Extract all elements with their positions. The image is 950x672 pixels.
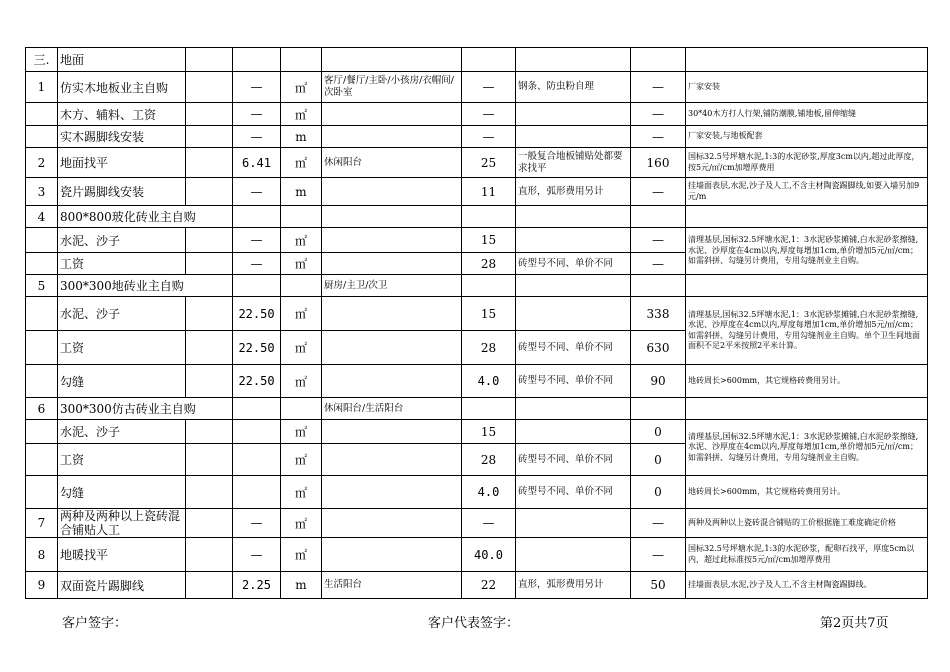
item-amount: 0 xyxy=(631,420,686,444)
item-qty: 2.25 xyxy=(233,572,281,599)
item-unit: ㎡ xyxy=(281,148,322,178)
table-row xyxy=(26,148,928,178)
item-amount: — xyxy=(631,72,686,103)
item-amount: 630 xyxy=(631,331,686,365)
item-unit: m xyxy=(281,126,322,148)
table-row xyxy=(26,103,928,126)
row-no: 5 xyxy=(26,275,58,297)
item-unit: ㎡ xyxy=(281,103,322,126)
item-area: 生活阳台 xyxy=(322,572,462,599)
item-qty: 22.50 xyxy=(233,331,281,365)
section-title: 地面 xyxy=(58,48,186,72)
item-name: 800*800玻化砖业主自购 xyxy=(58,206,233,228)
item-unit: m xyxy=(281,178,322,206)
item-note: 一般复合地板铺贴处都要求找平 xyxy=(516,148,631,178)
row-no: 6 xyxy=(26,398,58,420)
item-price: 15 xyxy=(462,297,516,331)
item-desc: 厂家安装,与地板配套 xyxy=(686,126,928,148)
item-area: 休闲阳台/生活阳台 xyxy=(322,398,462,420)
item-desc: 清理基层,国标32.5坪塘水泥,1：3水泥砂浆摊铺,白水泥砂浆擦缝,水泥、沙厚度在4cm以内,厚度每增加1cm,单价增加5元/㎡/cm；如需斜拼、勾缝另计费用，专用勾缝剂业主自购。单个卫生间地面面积不足2平米按照2平米计算。 xyxy=(686,297,928,365)
table-row xyxy=(26,72,928,103)
item-note: 砖型号不同、单价不同 xyxy=(516,253,631,275)
item-note: 钢条、防虫粉自理 xyxy=(516,72,631,103)
item-amount: 0 xyxy=(631,476,686,509)
item-price: 40.0 xyxy=(462,538,516,572)
item-qty: 22.50 xyxy=(233,297,281,331)
table-row xyxy=(26,178,928,206)
table-row xyxy=(26,476,928,509)
item-name: 水泥、沙子 xyxy=(58,420,186,444)
item-name: 勾缝 xyxy=(58,476,186,509)
quote-table xyxy=(25,47,928,599)
item-name: 实木踢脚线安装 xyxy=(58,126,186,148)
item-amount: — xyxy=(631,228,686,253)
item-price: — xyxy=(462,126,516,148)
item-price: 11 xyxy=(462,178,516,206)
section-header-row xyxy=(26,48,928,72)
item-desc: 国标32.5号坪塘水泥,1:3的水泥砂浆,厚度3cm以内,超过此厚度，按5元/㎡/cm加增厚费用 xyxy=(686,148,928,178)
table-row xyxy=(26,275,928,297)
section-num: 三. xyxy=(26,48,58,72)
item-note: 砖型号不同、单价不同 xyxy=(516,331,631,365)
item-price: 25 xyxy=(462,148,516,178)
item-name: 勾缝 xyxy=(58,365,186,398)
item-price: 22 xyxy=(462,572,516,599)
table-row xyxy=(26,228,928,253)
item-area: 休闲阳台 xyxy=(322,148,462,178)
table-row xyxy=(26,509,928,538)
item-desc: 两种及两种以上瓷砖混合铺贴的工价根据施工难度确定价格 xyxy=(686,509,928,538)
table-row xyxy=(26,365,928,398)
item-desc: 清理基层,国标32.5坪塘水泥,1：3水泥砂浆摊铺,白水泥砂浆擦缝,水泥、沙厚度在4cm以内,厚度每增加1cm,单价增加5元/㎡/cm；如需斜拼、勾缝另计费用，专用勾缝剂业主自购。 xyxy=(686,228,928,275)
item-price: 28 xyxy=(462,253,516,275)
item-price: 15 xyxy=(462,228,516,253)
item-desc: 挂墙面表层,水泥,沙子及人工,不含主材陶瓷踢脚线,如要入墙另加9元/m xyxy=(686,178,928,206)
item-unit: ㎡ xyxy=(281,365,322,398)
item-name: 工资 xyxy=(58,253,186,275)
item-price: 28 xyxy=(462,331,516,365)
item-amount: — xyxy=(631,103,686,126)
table-row xyxy=(26,398,928,420)
item-name: 300*300地砖业主自购 xyxy=(58,275,233,297)
item-name: 双面瓷片踢脚线 xyxy=(58,572,186,599)
item-name: 工资 xyxy=(58,444,186,476)
item-name: 工资 xyxy=(58,331,186,365)
item-qty: 22.50 xyxy=(233,365,281,398)
item-note: 砖型号不同、单价不同 xyxy=(516,444,631,476)
row-no: 3 xyxy=(26,178,58,206)
item-qty: — xyxy=(233,228,281,253)
item-price: — xyxy=(462,509,516,538)
table-row xyxy=(26,420,928,444)
item-price: — xyxy=(462,72,516,103)
table-row xyxy=(26,538,928,572)
item-note: 直形，弧形费用另计 xyxy=(516,178,631,206)
item-qty: — xyxy=(233,509,281,538)
item-desc: 国标32.5号坪塘水泥,1:3的水泥砂浆，配卵石找平，厚度5cm以内，超过此标准按5元/㎡/cm加增厚费用 xyxy=(686,538,928,572)
row-no: 9 xyxy=(26,572,58,599)
table-row xyxy=(26,206,928,228)
table-row xyxy=(26,126,928,148)
item-unit: ㎡ xyxy=(281,420,322,444)
item-amount: — xyxy=(631,178,686,206)
row-no: 4 xyxy=(26,206,58,228)
item-unit: ㎡ xyxy=(281,444,322,476)
item-price: 4.0 xyxy=(462,365,516,398)
item-name: 地面找平 xyxy=(58,148,186,178)
item-unit: ㎡ xyxy=(281,297,322,331)
item-desc: 地砖周长>600mm，其它规格砖费用另计。 xyxy=(686,365,928,398)
item-name: 两种及两种以上瓷砖混合铺贴人工 xyxy=(58,509,186,538)
item-name: 木方、辅料、工资 xyxy=(58,103,186,126)
item-desc: 30*40木方打人行架,铺防潮膜,铺地板,留伸缩缝 xyxy=(686,103,928,126)
item-note: 直形，弧形费用另计 xyxy=(516,572,631,599)
item-unit: ㎡ xyxy=(281,538,322,572)
item-amount: — xyxy=(631,126,686,148)
item-price: — xyxy=(462,103,516,126)
item-price: 28 xyxy=(462,444,516,476)
item-amount: 338 xyxy=(631,297,686,331)
item-qty: — xyxy=(233,538,281,572)
item-unit: m xyxy=(281,572,322,599)
table-row xyxy=(26,572,928,599)
item-qty: — xyxy=(233,126,281,148)
item-note: 砖型号不同、单价不同 xyxy=(516,476,631,509)
item-desc: 挂墙面表层,水泥,沙子及人工,不含主材陶瓷踢脚线。 xyxy=(686,572,928,599)
item-name: 地暖找平 xyxy=(58,538,186,572)
representative-signature-label: 客户代表签字： xyxy=(428,616,520,631)
item-unit: ㎡ xyxy=(281,476,322,509)
item-amount: 160 xyxy=(631,148,686,178)
item-note: 砖型号不同、单价不同 xyxy=(516,365,631,398)
item-unit: ㎡ xyxy=(281,72,322,103)
item-qty: — xyxy=(233,253,281,275)
item-name: 300*300仿古砖业主自购 xyxy=(58,398,233,420)
item-amount: — xyxy=(631,253,686,275)
item-qty: — xyxy=(233,103,281,126)
row-no: 8 xyxy=(26,538,58,572)
item-qty: — xyxy=(233,72,281,103)
item-name: 水泥、沙子 xyxy=(58,228,186,253)
item-price: 4.0 xyxy=(462,476,516,509)
row-no: 1 xyxy=(26,72,58,103)
item-desc: 厂家安装 xyxy=(686,72,928,103)
item-price: 15 xyxy=(462,420,516,444)
item-unit: ㎡ xyxy=(281,228,322,253)
item-desc: 清理基层,国标32.5坪塘水泥,1：3水泥砂浆摊铺,白水泥砂浆擦缝,水泥、沙厚度在4cm以内,厚度每增加1cm,单价增加5元/㎡/cm；如需斜拼、勾缝另计费用，专用勾缝剂业主自购。 xyxy=(686,420,928,476)
item-amount: 0 xyxy=(631,444,686,476)
item-name: 瓷片踢脚线安装 xyxy=(58,178,186,206)
item-qty: 6.41 xyxy=(233,148,281,178)
item-unit: ㎡ xyxy=(281,331,322,365)
item-area: 客厅/餐厅/主卧/小孩房/衣帽间/次卧室 xyxy=(322,72,462,103)
item-amount: — xyxy=(631,538,686,572)
customer-signature-label: 客户签字： xyxy=(62,616,128,631)
row-no: 7 xyxy=(26,509,58,538)
item-unit: ㎡ xyxy=(281,509,322,538)
item-name: 仿实木地板业主自购 xyxy=(58,72,186,103)
item-desc: 地砖周长>600mm，其它规格砖费用另计。 xyxy=(686,476,928,509)
item-amount: — xyxy=(631,509,686,538)
item-qty: — xyxy=(233,178,281,206)
page-indicator: 第2页共7页 xyxy=(820,616,889,631)
item-unit: ㎡ xyxy=(281,253,322,275)
table-row xyxy=(26,297,928,331)
item-amount: 50 xyxy=(631,572,686,599)
item-amount: 90 xyxy=(631,365,686,398)
item-name: 水泥、沙子 xyxy=(58,297,186,331)
row-no: 2 xyxy=(26,148,58,178)
item-area: 厨房/主卫/次卫 xyxy=(322,275,462,297)
